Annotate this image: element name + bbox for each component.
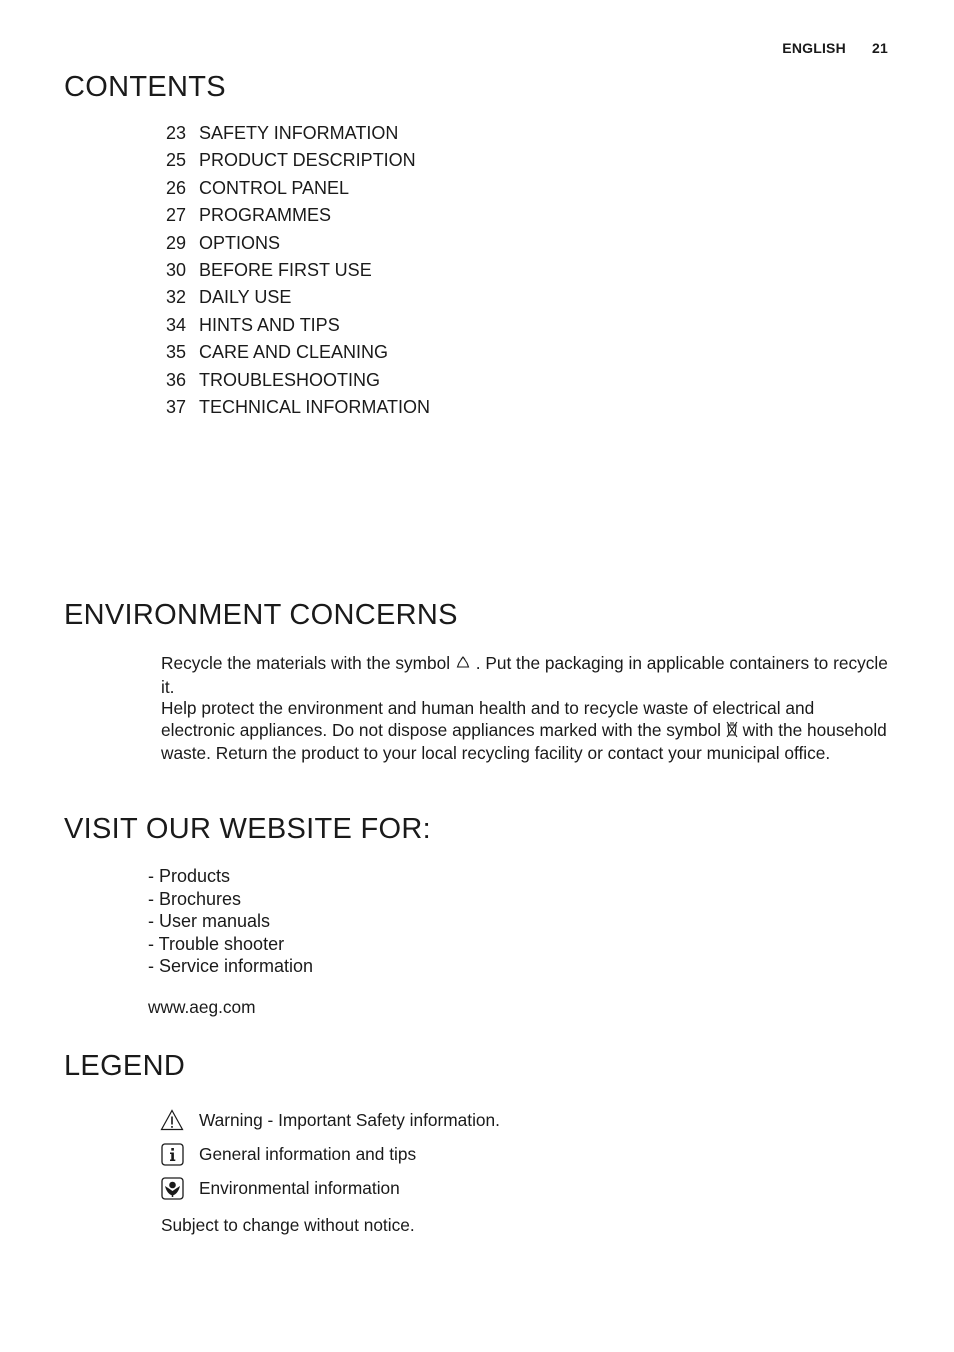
toc-title: PRODUCT DESCRIPTION: [199, 150, 416, 171]
recycle-icon: [455, 655, 471, 677]
environment-text: [161, 653, 891, 765]
toc-item[interactable]: [166, 204, 430, 231]
toc-item[interactable]: [166, 369, 430, 396]
toc-item[interactable]: [166, 259, 430, 286]
toc-item[interactable]: [166, 286, 430, 313]
list-item: - Brochures: [148, 888, 242, 909]
toc-item[interactable]: [166, 177, 430, 204]
page-header: [782, 40, 888, 56]
toc-title: TROUBLESHOOTING: [199, 369, 381, 390]
toc-item[interactable]: [166, 341, 430, 368]
warning-icon: [160, 1108, 184, 1132]
toc-item[interactable]: [166, 232, 430, 259]
toc-title: BEFORE FIRST USE: [199, 259, 372, 280]
notice-text: Subject to change without notice.: [161, 1215, 415, 1235]
toc-title: TECHNICAL INFORMATION: [199, 396, 431, 417]
toc-page: 37: [166, 396, 187, 417]
list-item: - Products: [148, 866, 231, 886]
environment-paragraph: [161, 653, 891, 698]
website-url[interactable]: www.aeg.com: [148, 997, 256, 1017]
environment-heading: ENVIRONMENT CONCERNS: [64, 599, 458, 631]
toc-title: SAFETY INFORMATION: [199, 123, 399, 143]
toc-title: HINTS AND TIPS: [199, 314, 340, 335]
toc-page: 34: [166, 314, 187, 335]
toc-page: 29: [166, 232, 187, 253]
toc-page: 26: [166, 177, 187, 198]
toc-page: 25: [166, 150, 187, 171]
language-label: ENGLISH: [782, 40, 846, 56]
toc-title: CARE AND CLEANING: [199, 342, 389, 363]
list-item: - Trouble shooter: [148, 933, 285, 954]
legend-text: Warning - Important Safety information.: [199, 1109, 500, 1130]
environment-text-part: . Put the packaging in applicable containers to recycle it.: [161, 653, 888, 697]
toc-page: 32: [166, 287, 187, 308]
legend-list: [160, 1103, 500, 1205]
legend-item: [160, 1171, 500, 1205]
contents-heading: CONTENTS: [64, 71, 226, 103]
toc-title: CONTROL PANEL: [199, 177, 350, 198]
toc-item[interactable]: [166, 396, 430, 423]
legend-item: [160, 1137, 500, 1171]
environment-icon: [160, 1176, 184, 1200]
toc-page: 27: [166, 205, 187, 226]
website-heading: VISIT OUR WEBSITE FOR:: [64, 813, 431, 845]
website-list: [148, 865, 313, 978]
environment-text-part: with the household waste. Return the product to your local recycling facility or contact your municipal office.: [161, 719, 887, 763]
toc-page: 36: [166, 369, 187, 390]
page-number: 21: [872, 40, 888, 56]
legend-text: General information and tips: [199, 1143, 417, 1164]
list-item: - Service information: [148, 956, 314, 977]
contents-list: [166, 122, 430, 423]
toc-item[interactable]: [166, 149, 430, 176]
legend-heading: LEGEND: [64, 1050, 186, 1082]
toc-item[interactable]: [166, 314, 430, 341]
crossed-bin-icon: [726, 721, 738, 744]
toc-page: 23: [166, 123, 187, 143]
legend-item: [160, 1103, 500, 1137]
toc-title: OPTIONS: [199, 232, 281, 253]
environment-paragraph: [161, 698, 891, 765]
list-item: - User manuals: [148, 911, 271, 932]
info-icon: [160, 1142, 184, 1166]
toc-item[interactable]: [166, 122, 430, 149]
toc-title: PROGRAMMES: [199, 205, 332, 226]
environment-text-part: Recycle the materials with the symbol: [161, 653, 451, 673]
legend-text: Environmental information: [199, 1177, 400, 1198]
toc-page: 30: [166, 259, 187, 280]
toc-page: 35: [166, 342, 187, 363]
environment-text-part: Help protect the environment and human health and to recycle waste of electrical and electronic appliances. Do not dispose appliances marked with the symbol: [161, 698, 815, 740]
toc-title: DAILY USE: [199, 287, 292, 308]
